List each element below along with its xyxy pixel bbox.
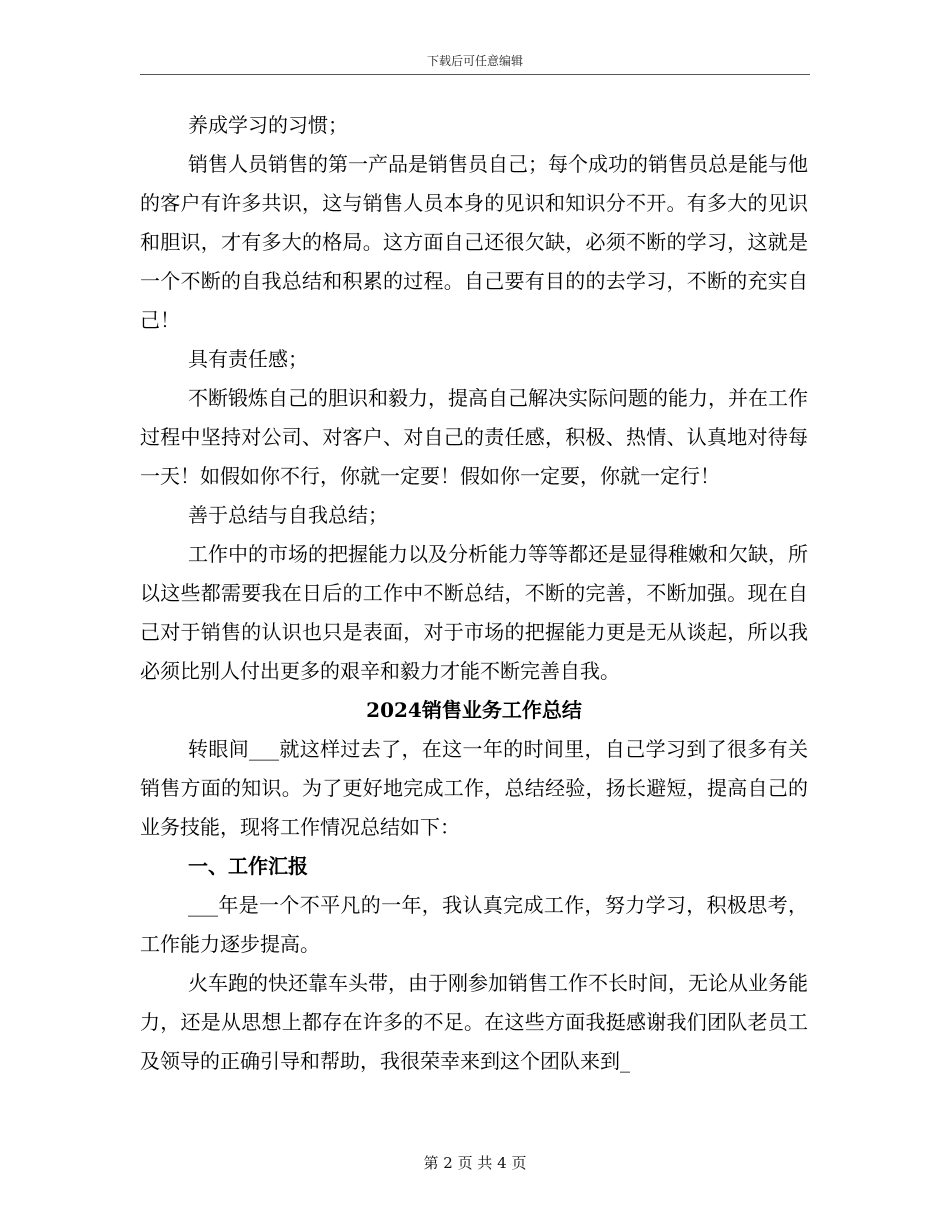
paragraph: 养成学习的习惯； xyxy=(188,113,348,137)
paragraph: 不断锻炼自己的胆识和毅力，提高自己解决实际问题的能力，并在工作过程中坚持对公司、对客户、对自己的责任感，积极、热情、认真地对待每一天！如假如你不行，你就一定要！假如你一定要，你就一定行！ xyxy=(140,386,808,488)
header-divider xyxy=(140,74,810,75)
paragraph: 火车跑的快还靠车头带，由于刚参加销售工作不长时间，无论从业务能力，还是从思想上都存在许多的不足。在这些方面我挺感谢我们团队老员工及领导的正确引导和帮助，我很荣幸来到这个团队来到_ xyxy=(140,971,808,1073)
page-header: 下载后可任意编辑 xyxy=(426,54,523,68)
section-title: 2024销售业务工作总结 xyxy=(366,698,582,722)
section-heading: 一、工作汇报 xyxy=(188,854,308,878)
paragraph: 转眼间___就这样过去了，在这一年的时间里，自己学习到了很多有关销售方面的知识。为了更好地完成工作，总结经验，扬长避短，提高自己的业务技能，现将工作情况总结如下： xyxy=(140,737,808,839)
paragraph: ___年是一个不平凡的一年，我认真完成工作，努力学习，积极思考，工作能力逐步提高。 xyxy=(140,893,808,956)
paragraph: 具有责任感； xyxy=(188,347,308,371)
paragraph: 销售人员销售的第一产品是销售员自己；每个成功的销售员总是能与他的客户有许多共识，这与销售人员本身的见识和知识分不开。有多大的见识和胆识，才有多大的格局。这方面自己还很欠缺，必须不断的学习，这就是一个不断的自我总结和积累的过程。自己要有目的的去学习，不断的充实自己！ xyxy=(140,152,808,332)
paragraph: 工作中的市场的把握能力以及分析能力等等都还是显得稚嫩和欠缺，所以这些都需要我在日后的工作中不断总结，不断的完善，不断加强。现在自己对于销售的认识也只是表面，对于市场的把握能力更是无从谈起，所以我必须比别人付出更多的艰辛和毅力才能不断完善自我。 xyxy=(140,542,808,683)
page-number: 第 2 页 共 4 页 xyxy=(423,1154,527,1172)
paragraph: 善于总结与自我总结； xyxy=(188,503,388,527)
document-body xyxy=(140,106,808,1081)
